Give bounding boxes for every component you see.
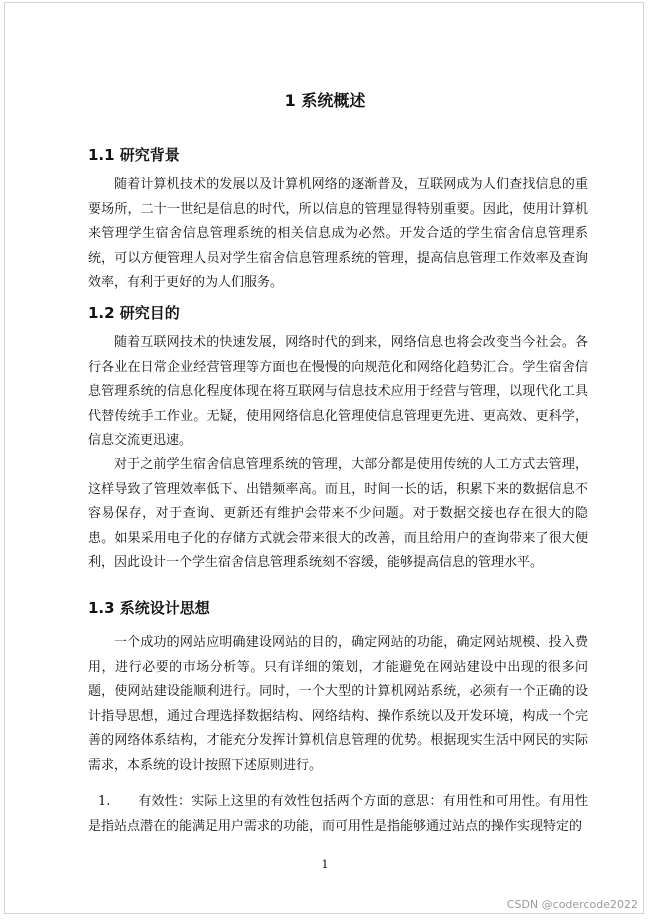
design-idea-paragraph: 一个成功的网站应明确建设网站的目的，确定网站的功能，确定网站规模、投入费用，进行必要的市场分析等。只有详细的策划，才能避免在网站建设中出现的很多问题，使网站建设能顺利进行。同时，一个大型的计算机网站系统，必须有一个正确的设计指导思想，通过合理选择数据结构、网络结构、操作系统以及开发环境，构成一个完善的网络体系结构，才能充分发挥计算机信息管理的优势。根据现实生活中网民的实际需求，本系统的设计按照下述原则进行。	[88, 635, 588, 773]
purpose-paragraph-1: 随着互联网技术的快速发展，网络时代的到来，网络信息也将会改变当今社会。各行各业在日常企业经营管理等方面也在慢慢的向规范化和网络化趋势汇合。学生宿舍信息管理系统的信息化程度体现在将互联网与信息技术应用于经营与管理，以现代化工具代替传统手工作业。无疑，使用网络信息化管理使信息管理更先进、更高效、更科学，信息交流更迅速。	[88, 335, 588, 448]
list-item-text: 有效性：实际上这里的有效性包括两个方面的意思：有用性和可用性。有用性是指站点潜在的能满足用户需求的功能，而可用性是指能够通过站点的操作实现特定的	[88, 794, 588, 834]
list-item-number: 1.	[98, 794, 111, 809]
section-heading-background: 1.1 研究背景	[88, 146, 180, 164]
section-heading-design-idea: 1.3 系统设计思想	[88, 599, 210, 617]
background-paragraph: 随着计算机技术的发展以及计算机网络的逐渐普及，互联网成为人们查找信息的重要场所，二十一世纪是信息的时代，所以信息的管理显得特别重要。因此，使用计算机来管理学生宿舍信息管理系统的相关信息成为必然。开发合适的学生宿舍信息管理系统，可以方便管理人员对学生宿舍信息管理系统的管理，提高信息管理工作效率及查询效率，有利于更好的为人们服务。	[88, 177, 588, 290]
page-number: 1	[321, 858, 329, 871]
section-heading-purpose: 1.2 研究目的	[88, 304, 180, 322]
chapter-title: 1 系统概述	[284, 91, 366, 110]
watermark: CSDN @codercode2022	[506, 898, 638, 911]
list-item	[88, 790, 588, 839]
purpose-paragraph-2: 对于之前学生宿舍信息管理系统的管理，大部分都是使用传统的人工方式去管理，这样导致了管理效率低下、出错频率高。而且，时间一长的话，积累下来的数据信息不容易保存，对于查询、更新还有维护会带来不少问题。对于数据交接也存在很大的隐患。如果采用电子化的存储方式就会带来很大的改善，而且给用户的查询带来了很大便利，因此设计一个学生宿舍信息管理系统刻不容缓，能够提高信息的管理水平。	[88, 457, 588, 570]
